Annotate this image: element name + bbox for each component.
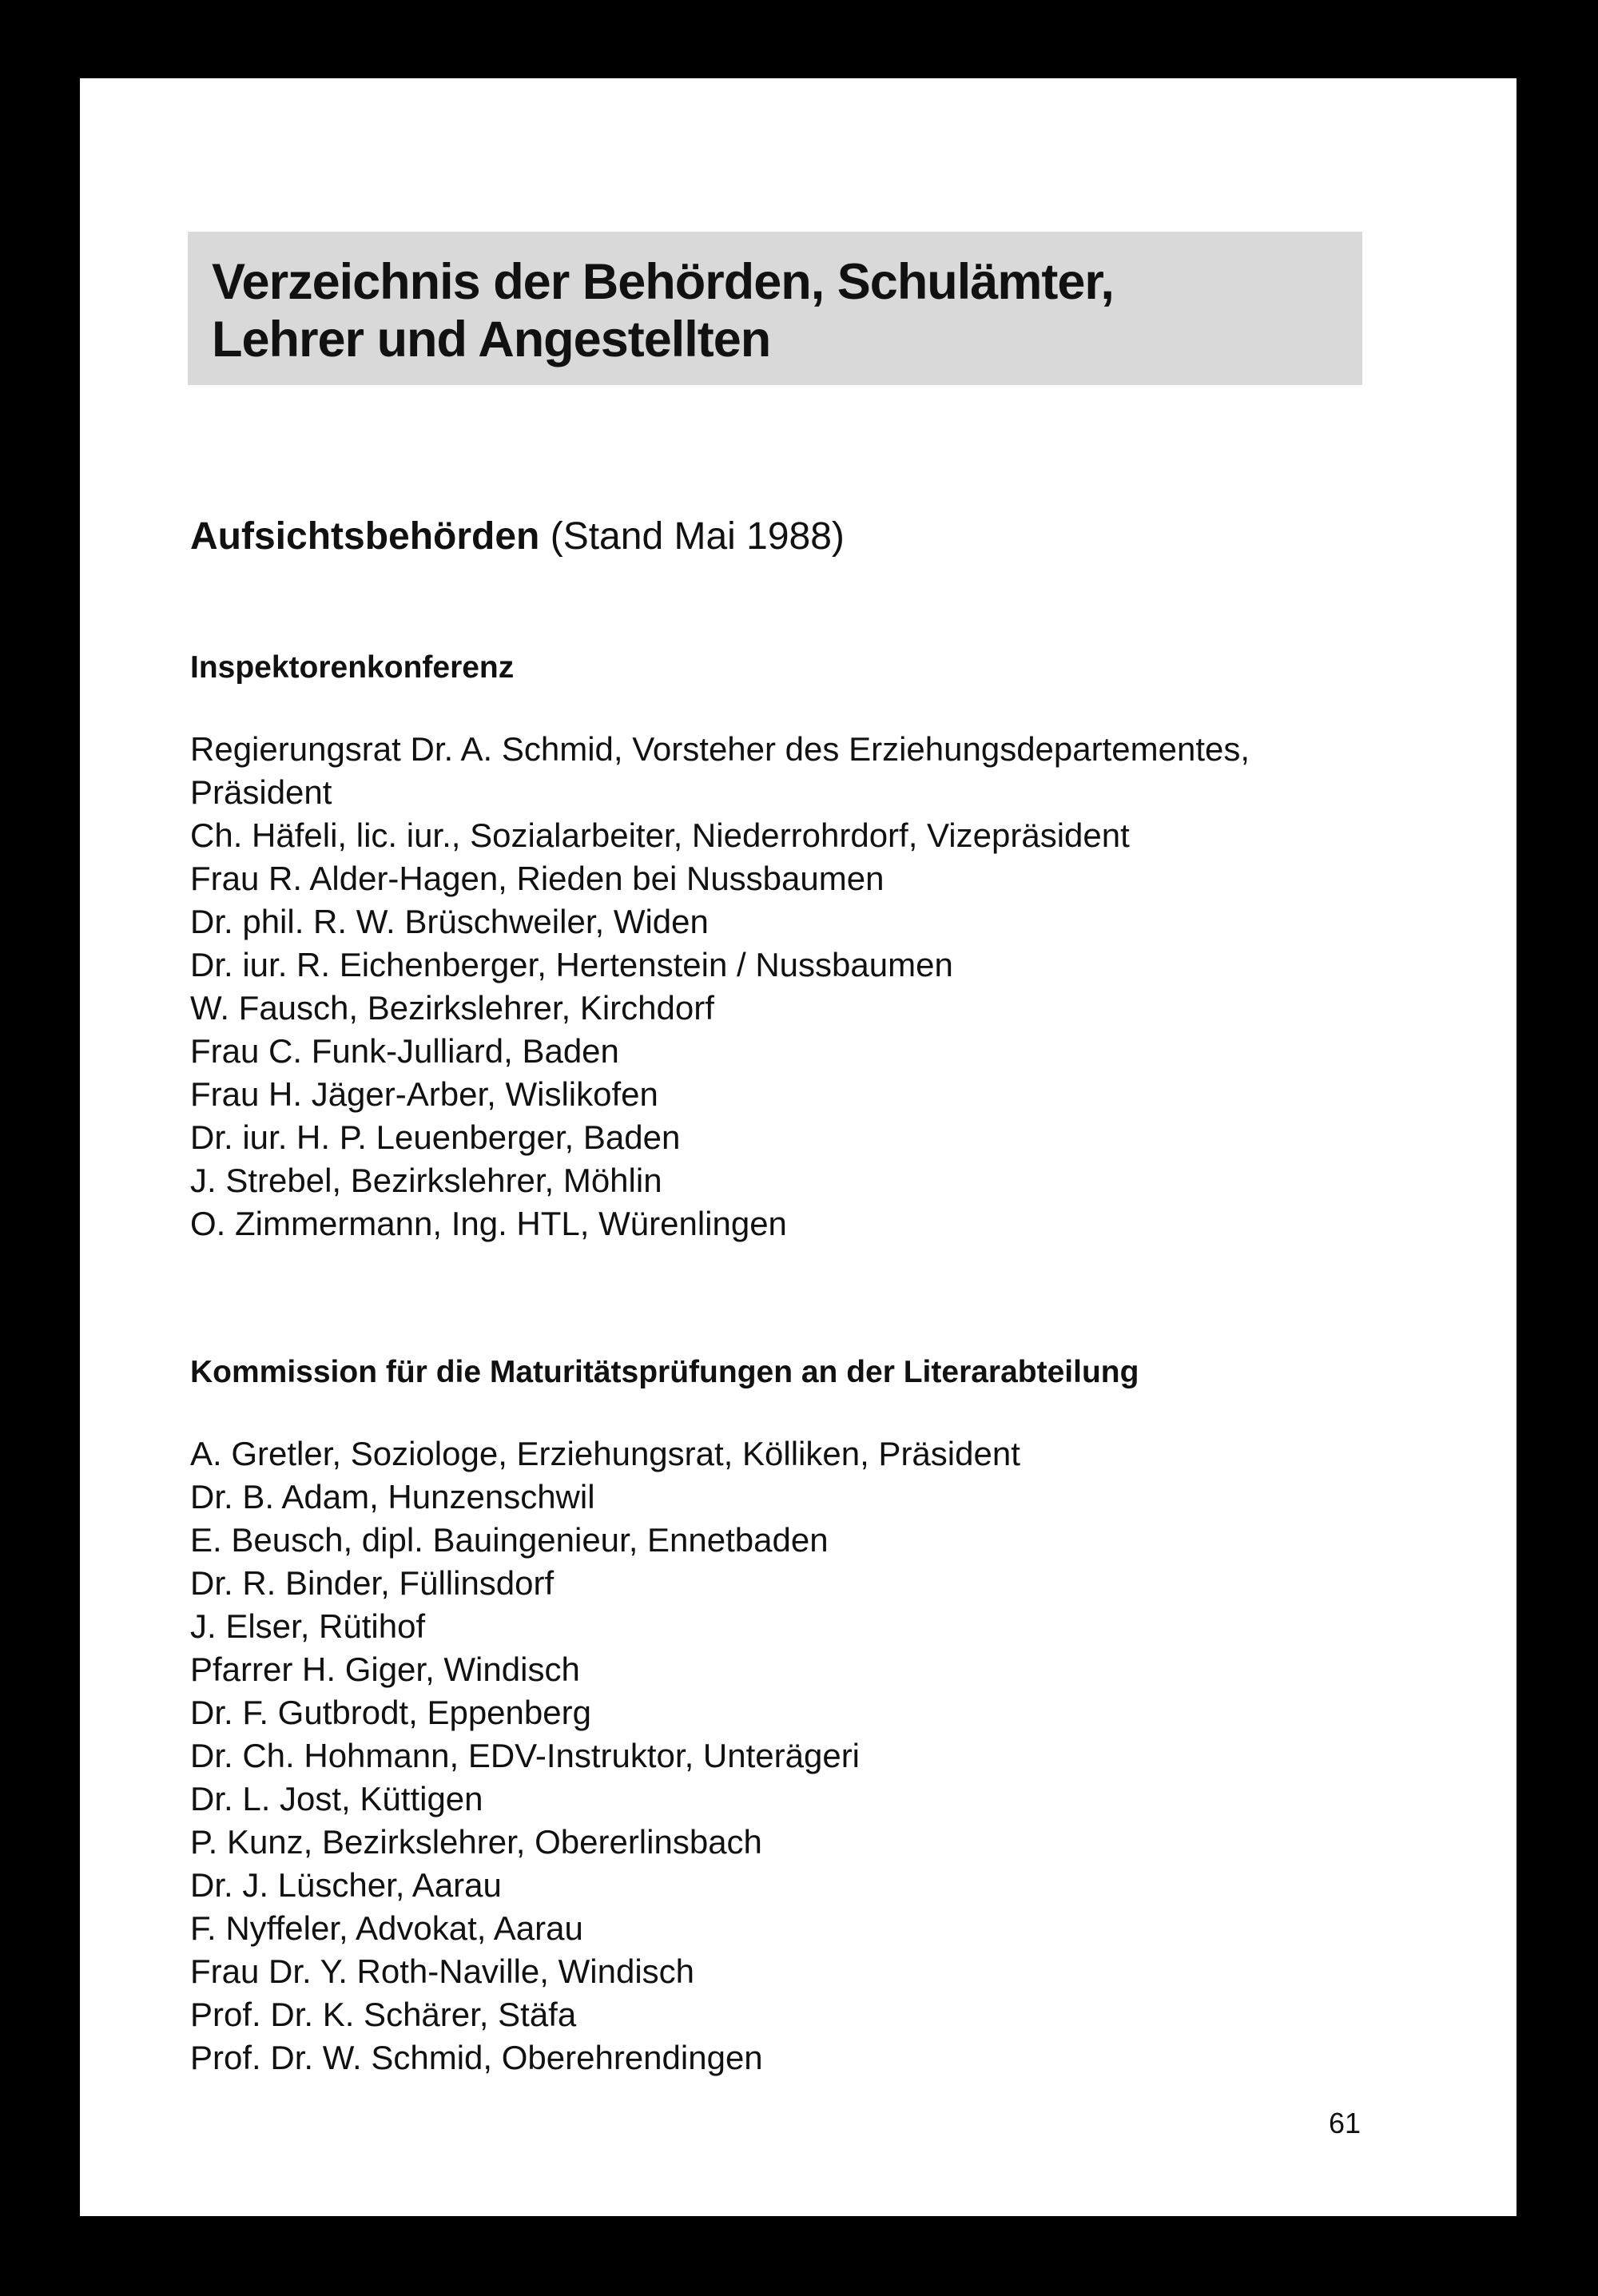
list-item: Dr. iur. R. Eichenberger, Hertenstein / Nussbaumen — [190, 946, 953, 983]
list-item: Frau R. Alder-Hagen, Rieden bei Nussbaumen — [190, 860, 884, 897]
title-line-1: Verzeichnis der Behörden, Schulämter, — [212, 254, 1114, 310]
list-item: Frau Dr. Y. Roth-Naville, Windisch — [190, 1952, 695, 1990]
section-heading — [190, 515, 845, 558]
list-item: Dr. iur. H. P. Leuenberger, Baden — [190, 1118, 681, 1156]
section-heading-date: (Stand Mai 1988) — [539, 515, 845, 558]
list-item: W. Fausch, Bezirkslehrer, Kirchdorf — [190, 989, 714, 1027]
section-heading-bold: Aufsichtsbehörden — [190, 515, 540, 558]
list-item: Dr. F. Gutbrodt, Eppenberg — [190, 1694, 591, 1731]
list-item: J. Strebel, Bezirkslehrer, Möhlin — [190, 1162, 662, 1199]
list-item: E. Beusch, dipl. Bauingenieur, Ennetbaden — [190, 1521, 829, 1559]
list-item: Dr. L. Jost, Küttigen — [190, 1780, 483, 1817]
list-item: Frau C. Funk-Julliard, Baden — [190, 1032, 619, 1070]
list-item: J. Elser, Rütihof — [190, 1607, 426, 1645]
list-item: F. Nyffeler, Advokat, Aarau — [190, 1909, 583, 1947]
title-line-2: Lehrer und Angestellten — [212, 312, 771, 367]
list-item: Dr. phil. R. W. Brüschweiler, Widen — [190, 903, 709, 940]
list-item: Regierungsrat Dr. A. Schmid, Vorsteher des Erziehungsdepartementes, — [190, 730, 1250, 768]
list-item: Präsident — [190, 773, 332, 811]
list-item: Prof. Dr. K. Schärer, Stäfa — [190, 1996, 577, 2033]
list-item: Dr. R. Binder, Füllinsdorf — [190, 1564, 555, 1602]
list-item: Pfarrer H. Giger, Windisch — [190, 1650, 580, 1688]
list-item: Ch. Häfeli, lic. iur., Sozialarbeiter, Niederrohrdorf, Vizepräsident — [190, 816, 1130, 854]
inspektorenkonferenz-heading: Inspektorenkonferenz — [190, 650, 515, 685]
document-page — [80, 78, 1517, 2216]
page-number: 61 — [1329, 2107, 1361, 2139]
list-item: O. Zimmermann, Ing. HTL, Würenlingen — [190, 1205, 787, 1242]
list-item: Dr. B. Adam, Hunzenschwil — [190, 1478, 595, 1515]
list-item: A. Gretler, Soziologe, Erziehungsrat, Kölliken, Präsident — [190, 1435, 1020, 1472]
list-item: Dr. Ch. Hohmann, EDV-Instruktor, Unterägeri — [190, 1737, 861, 1774]
list-item: P. Kunz, Bezirkslehrer, Obererlinsbach — [190, 1823, 762, 1861]
kommission-heading: Kommission für die Maturitätsprüfungen an der Literarabteilung — [190, 1355, 1139, 1389]
list-item: Prof. Dr. W. Schmid, Oberehrendingen — [190, 2039, 763, 2076]
kommission-list — [190, 1432, 1020, 2080]
title-banner — [188, 232, 1362, 385]
list-item: Frau H. Jäger-Arber, Wislikofen — [190, 1075, 658, 1113]
list-item: Dr. J. Lüscher, Aarau — [190, 1866, 502, 1904]
inspektorenkonferenz-list — [190, 728, 1250, 1245]
